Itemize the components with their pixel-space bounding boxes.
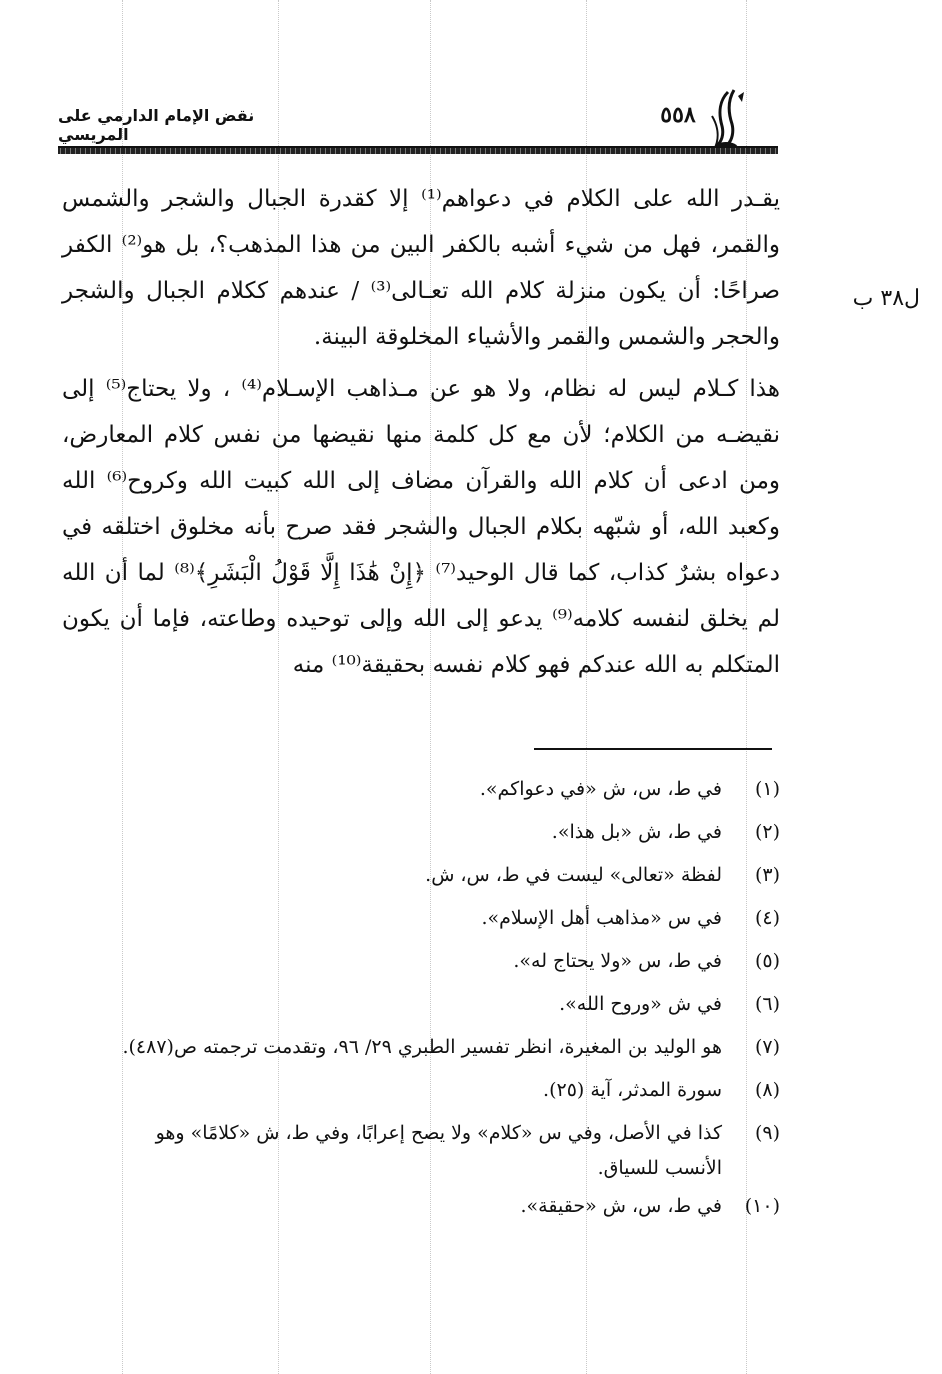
footnote-3 xyxy=(62,854,780,897)
manuscript-margin-reference: ل٣٨ ب xyxy=(852,286,920,311)
page-number: ٥٥٨ xyxy=(660,102,696,128)
footnote-number: (٦) xyxy=(754,993,780,1015)
footnote-number: (٢) xyxy=(754,821,780,843)
footnote-text-continued: الأنسب للسياق. xyxy=(597,1157,722,1179)
footnote-8 xyxy=(62,1069,780,1112)
footnote-text: لفظة «تعالى» ليست في ط، س، ش. xyxy=(425,864,722,886)
footnotes xyxy=(62,768,780,1228)
footnote-text: هو الوليد بن المغيرة، انظر تفسير الطبري ٢٩/ ٩٦، وتقدمت ترجمته ص(٤٨٧). xyxy=(122,1036,722,1058)
footnote-text: في س «مذاهب أهل الإسلام». xyxy=(481,907,722,929)
footnote-number: (٨) xyxy=(754,1079,780,1101)
footnote-7 xyxy=(62,1026,780,1069)
footnote-text: في ط، ش «بل هذا». xyxy=(551,821,722,843)
body-paragraph-1: يقـدر الله على الكلام في دعواهم⁽¹⁾ إلا كقدرة الجبال والشجر والشمس والقمر، فهل من شيء أشبه بالكفر البين من هذا المذهب؟، بل هو⁽²⁾ الكفر صراحًا: أن يكون منزلة كلام الله تعـالى⁽³⁾ / عندهم ككلام الجبال والشجر والحجر والشمس والقمر والأشياء المخلوقة البينة. xyxy=(62,186,780,350)
footnote-number: (١) xyxy=(754,778,780,800)
page-header xyxy=(58,92,778,152)
footnote-text: في ط، س، ش «في دعواكم». xyxy=(479,778,722,800)
footnote-10 xyxy=(62,1185,780,1228)
footnote-4 xyxy=(62,897,780,940)
book-title: نقض الإمام الدارمي على المريسي xyxy=(58,106,255,144)
footnote-5 xyxy=(62,940,780,983)
footnote-divider xyxy=(534,748,772,750)
footnote-text: سورة المدثر، آية (٢٥). xyxy=(543,1079,722,1101)
footnote-number: (٤) xyxy=(754,907,780,929)
body-paragraph-2: هذا كـلام ليس له نظام، ولا هو عن مـذاهب الإسـلام⁽⁴⁾ ، ولا يحتاج⁽⁵⁾ إلى نقيضـه من الكلام؛ لأن مع كل كلمة منها نقيضها من نفس كلام المعارض، ومن ادعى أن كلام الله والقرآن مضاف إلى الله كبيت الله وكروح⁽⁶⁾ الله وكعبد الله، أو شبّهه بكلام الجبال والشجر فقد صرح بأنه مخلوق اختلقه في دعواه بشرٌ كذاب، كما قال الوحيد⁽⁷⁾ ﴿إِنْ هَٰذَا إِلَّا قَوْلُ الْبَشَرِ﴾⁽⁸⁾ لما أن الله لم يخلق لنفسه كلامه⁽⁹⁾ يدعو إلى الله وإلى توحيده وطاعته، فإما أن يكون المتكلم به الله عندكم فهو كلام نفسه بحقيقة⁽¹⁰⁾ منه xyxy=(62,376,781,678)
footnote-number: (١٠) xyxy=(744,1195,780,1217)
footnote-number: (٩) xyxy=(754,1122,780,1144)
footnote-number: (٧) xyxy=(754,1036,780,1058)
footnote-number: (٥) xyxy=(754,950,780,972)
footnote-number: (٣) xyxy=(754,864,780,886)
footnote-6 xyxy=(62,983,780,1026)
footnote-1 xyxy=(62,768,780,811)
footnote-2 xyxy=(62,811,780,854)
footnote-text: في ط، س، ش «حقيقة». xyxy=(520,1195,722,1217)
header-rule xyxy=(58,146,778,154)
footnote-text: في ط، س «ولا يحتاج له». xyxy=(513,950,722,972)
footnote-text: في ش «وروح الله». xyxy=(559,993,722,1015)
body-text xyxy=(62,176,780,688)
footnote-9 xyxy=(62,1112,780,1185)
footnote-text: كذا في الأصل، وفي س «كلام» ولا يصح إعرابًا، وفي ط، ش «كلامًا» وهو xyxy=(155,1122,722,1144)
